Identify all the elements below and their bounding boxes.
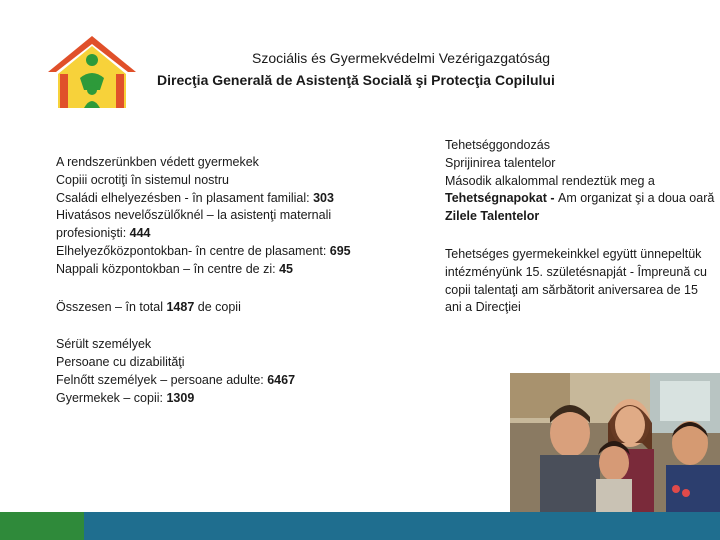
children-line: Gyermekek – copii: 1309 [56,390,195,405]
maternal-assistants-value: 444 [129,226,151,241]
protected-children-heading-hu: A rendszerünkben védett gyermekek [56,155,259,169]
talent-heading-ro: Sprijinirea talentelor [445,155,556,170]
house-family-logo-icon [44,32,140,112]
maternal-assistants-line: Hivatásos nevelőszülőknél – la asistenţi maternali profesionişti: 444 [56,208,332,241]
talent-heading-hu: Tehetséggondozás [445,138,550,152]
anniversary-text: Tehetséges gyermekeinkkel együtt ünnepeltük intézményünk 15. születésnapját - Împreună cu copii talentaţi am sărbătorit aniversarea de 15 ani a Direcţiei [445,246,707,315]
children-photo [510,373,720,513]
page-title-romanian: Direcţia Generală de Asistenţă Socială şi Protecţia Copilului [157,72,555,88]
adults-value: 6467 [267,372,296,387]
protected-children-heading-ro: Copiii ocrotiţi în sistemul nostru [56,172,229,187]
adults-line: Felnőtt személyek – persoane adulte: 6467 [56,372,296,387]
talent-days-text: Második alkalommal rendeztük meg a Tehetségnapokat - Am organizat şi a doua oară Zilele Talentelor [445,173,715,224]
disabled-persons-heading-ro: Persoane cu dizabilităţi [56,355,185,370]
page-title-hungarian: Szociális és Gyermekvédelmi Vezérigazgatóság [252,50,551,66]
anniversary-block [445,246,715,317]
talent-column [445,137,715,337]
day-centres-value: 45 [279,261,293,276]
placement-centres-value: 695 [329,243,351,258]
foster-placement-value: 303 [313,190,334,205]
talent-support-block [445,137,715,226]
total-children-block [56,299,396,317]
placement-centres-line: Elhelyezőközpontokban- în centre de plasament: 695 [56,243,351,258]
children-value: 1309 [166,390,195,405]
disabled-persons-heading-hu: Sérült személyek [56,337,152,352]
disabled-persons-block [56,336,396,407]
total-children-line: Összesen – în total 1487 de copii [56,299,241,314]
foster-placement-line: Családi elhelyezésben - în plasament familial: 303 [56,190,334,205]
footer-bar [0,512,720,540]
protected-children-block [56,154,396,279]
footer-bar-accent [0,512,84,540]
statistics-column [56,154,396,428]
day-centres-line: Nappali központokban – în centre de zi: 45 [56,261,293,276]
total-children-value: 1487 [166,299,195,314]
